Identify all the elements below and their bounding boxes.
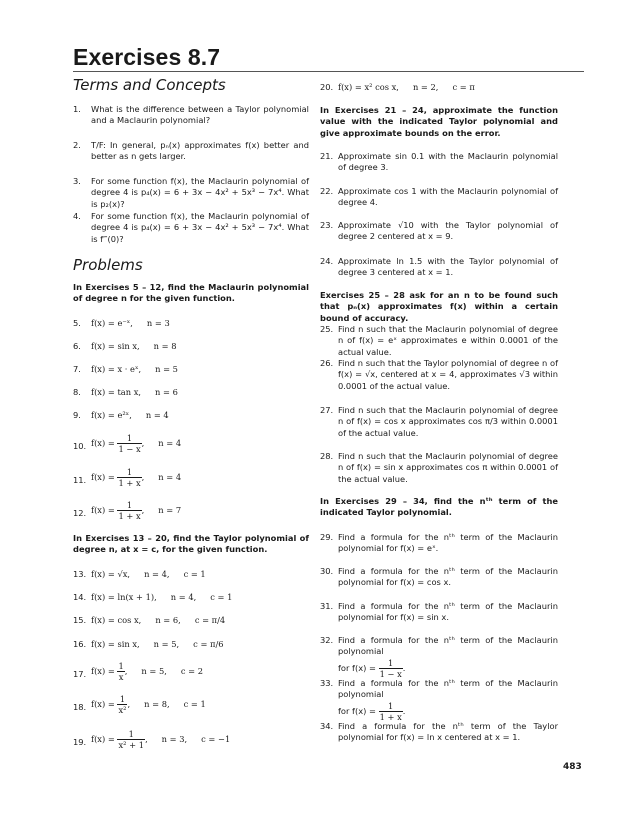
fraction: $\frac{1}{1 + x}$ (118, 467, 141, 488)
exercise-13: 13. f(x) = √x, n = 4, c = 1 (73, 569, 206, 579)
exercise-2: 2. T/F: In general, pₙ(x) approximates f(x) better and better as n gets larger. (73, 140, 309, 162)
exercise-21: 21. Approximate sin 0.1 with the Maclaurin polynomial of degree 3. (320, 151, 558, 173)
exercise-11: 11. f(x) = $\frac{1}{1 + x}$ , n = 4 (73, 467, 182, 488)
exercise-32: 32. Find a formula for the nᵗʰ term of the Maclaurin polynomial for f(x) = $\frac{1}{1 - x}$ . (320, 635, 558, 679)
section-title-problems: Problems (73, 256, 143, 274)
exercise-23: 23. Approximate √10 with the Taylor polynomial of degree 2 centered at x = 9. (320, 220, 558, 242)
instructions-13-20: In Exercises 13 – 20, find the Taylor polynomial of degree n, at x = c, for the given function. (73, 533, 309, 555)
exercise-17: 17. f(x) = $\frac{1}{x}$ , n = 5, c = 2 (73, 661, 204, 682)
instructions-29-34: In Exercises 29 – 34, find the nᵗʰ term of the indicated Taylor polynomial. (320, 496, 558, 518)
fraction: $\frac{1}{\text{x² + 1}}$ (118, 729, 144, 750)
exercise-28: 28. Find n such that the Maclaurin polynomial of degree n of f(x) = sin x approximates cos π within 0.0001 of the actual value. (320, 451, 558, 484)
exercise-20: 20. f(x) = x² cos x, n = 2, c = π (320, 82, 475, 92)
fraction: $\frac{1}{1 + x}$ (118, 500, 141, 521)
left-column (73, 0, 309, 815)
exercise-30: 30. Find a formula for the nᵗʰ term of the Maclaurin polynomial for f(x) = cos x. (320, 566, 558, 588)
exercise-9: 9. f(x) = e²ˣ, n = 4 (73, 410, 169, 420)
fraction: $\frac{1}{\text{x²}}$ (118, 694, 127, 715)
instructions-5-12: In Exercises 5 – 12, find the Maclaurin polynomial of degree n for the given function. (73, 282, 309, 304)
fraction: $\frac{1}{x}$ (118, 661, 124, 682)
instructions-25-28: Exercises 25 – 28 ask for an n to be found such that pₙ(x) approximates f(x) within a certain bound of accuracy. (320, 290, 558, 323)
exercise-27: 27. Find n such that the Maclaurin polynomial of degree n of f(x) = cos x approximates cos π/3 within 0.0001 of the actual value. (320, 405, 558, 438)
exercise-19: 19. f(x) = $\frac{1}{\text{x² + 1}}$ , n = 3, c = −1 (73, 729, 231, 750)
page-title: Exercises 8.7 (73, 44, 221, 70)
right-column (320, 0, 558, 815)
exercise-24: 24. Approximate ln 1.5 with the Taylor polynomial of degree 3 centered at x = 1. (320, 256, 558, 278)
fraction: $\frac{1}{1 - x}$ (118, 433, 141, 454)
exercise-5: 5. f(x) = e⁻ˣ, n = 3 (73, 318, 170, 328)
exercise-14: 14. f(x) = ln(x + 1), n = 4, c = 1 (73, 592, 233, 602)
page-number: 483 (563, 762, 582, 772)
exercise-10: 10. f(x) = $\frac{1}{1 - x}$ , n = 4 (73, 433, 182, 454)
exercise-16: 16. f(x) = sin x, n = 5, c = π/6 (73, 639, 224, 649)
exercise-8: 8. f(x) = tan x, n = 6 (73, 387, 178, 397)
section-title-terms: Terms and Concepts (73, 76, 226, 94)
exercise-15: 15. f(x) = cos x, n = 6, c = π/4 (73, 615, 226, 625)
exercise-18: 18. f(x) = $\frac{1}{\text{x²}}$ , n = 8, c = 1 (73, 694, 206, 715)
exercise-26: 26. Find n such that the Taylor polynomial of degree n of f(x) = √x, centered at x = 4, approximates √3 within 0.0001 of the actual value. (320, 358, 558, 391)
instructions-21-24: In Exercises 21 – 24, approximate the function value with the indicated Taylor polynomial and give approximate bounds on the error. (320, 105, 558, 138)
exercise-4: 4. For some function f(x), the Maclaurin polynomial of degree 4 is p₄(x) = 6 + 3x − 4x² + 5x³ − 7x⁴. What is f‴(0)? (73, 211, 309, 244)
exercise-33: 33. Find a formula for the nᵗʰ term of the Maclaurin polynomial for f(x) = $\frac{1}{1 + x}$ . (320, 678, 558, 722)
exercise-29: 29. Find a formula for the nᵗʰ term of the Maclaurin polynomial for f(x) = eˣ. (320, 532, 558, 554)
fraction: $\frac{1}{1 - x}$ (379, 657, 402, 679)
exercise-12: 12. f(x) = $\frac{1}{1 + x}$ , n = 7 (73, 500, 182, 521)
fraction: $\frac{1}{1 + x}$ (379, 700, 402, 722)
exercise-7: 7. f(x) = x · eˣ, n = 5 (73, 364, 178, 374)
exercise-1: 1. What is the difference between a Taylor polynomial and a Maclaurin polynomial? (73, 104, 309, 126)
exercise-34: 34. Find a formula for the nᵗʰ term of the Taylor polynomial for f(x) = ln x centered at x = 1. (320, 721, 558, 743)
exercise-31: 31. Find a formula for the nᵗʰ term of the Maclaurin polynomial for f(x) = sin x. (320, 601, 558, 623)
exercise-3: 3. For some function f(x), the Maclaurin polynomial of degree 4 is p₄(x) = 6 + 3x − 4x² + 5x³ − 7x⁴. What is p₂(x)? (73, 176, 309, 209)
exercise-25: 25. Find n such that the Maclaurin polynomial of degree n of f(x) = eˣ approximates e within 0.0001 of the actual value. (320, 324, 558, 357)
exercise-22: 22. Approximate cos 1 with the Maclaurin polynomial of degree 4. (320, 186, 558, 208)
exercise-6: 6. f(x) = sin x, n = 8 (73, 341, 177, 351)
